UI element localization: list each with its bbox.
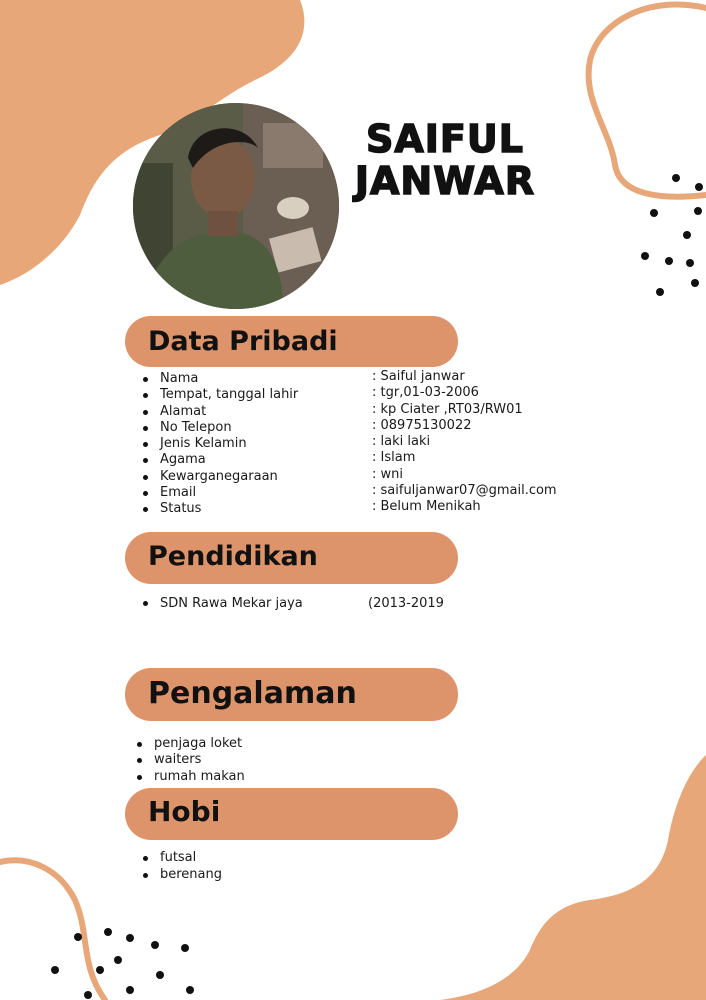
profile-photo [133, 103, 339, 309]
hobby-item: futsal [143, 850, 222, 867]
value-nama: : Saiful janwar [372, 369, 465, 384]
experience-list [137, 736, 245, 785]
value-alamat: : kp Ciater ,RT03/RW01 [372, 401, 523, 417]
section-header-hobi: Hobi [125, 788, 458, 840]
hobby-list [143, 850, 222, 883]
value-email: : saifuljanwar07@gmail.com [372, 483, 557, 499]
education-school: SDN Rawa Mekar jaya [143, 595, 303, 612]
personal-data-labels [143, 371, 298, 518]
label-agama: Agama [143, 452, 298, 468]
value-status: : Belum Menikah [372, 499, 481, 515]
top-right-swirl [589, 5, 706, 197]
value-agama: : Islam [372, 450, 416, 466]
label-status: Status [143, 501, 298, 517]
experience-item: waiters [137, 752, 245, 768]
experience-item: rumah makan [137, 769, 245, 785]
value-kewarganegaraan: : wni [372, 466, 403, 482]
dots-bottom-left [51, 928, 194, 999]
last-name: JANWAR [354, 159, 536, 203]
label-nama: Nama [143, 371, 298, 387]
section-header-data-pribadi: Data Pribadi [125, 316, 458, 367]
label-kewarganegaraan: Kewarganegaraan [143, 469, 298, 485]
section-header-pengalaman: Pengalaman [125, 668, 458, 721]
experience-item: penjaga loket [137, 736, 245, 752]
personal-data-values [372, 369, 557, 516]
section-header-pendidikan: Pendidikan [125, 532, 458, 584]
label-telepon: No Telepon [143, 420, 298, 436]
education-years: (2013-2019 [368, 596, 444, 611]
hobby-item: berenang [143, 867, 222, 884]
label-email: Email [143, 485, 298, 501]
label-alamat: Alamat [143, 404, 298, 420]
education-list [143, 595, 303, 612]
label-jenis-kelamin: Jenis Kelamin [143, 436, 298, 452]
value-ttl: : tgr,01-03-2006 [372, 385, 479, 401]
bottom-left-swirl [0, 860, 105, 1000]
value-telepon: : 08975130022 [372, 417, 472, 433]
value-jenis-kelamin: : laki laki [372, 434, 431, 450]
label-ttl: Tempat, tanggal lahir [143, 387, 298, 403]
bottom-right-blob [440, 755, 706, 1000]
first-name: SAIFUL [366, 117, 524, 161]
person-name [340, 118, 550, 202]
photo-illustration [133, 103, 339, 309]
